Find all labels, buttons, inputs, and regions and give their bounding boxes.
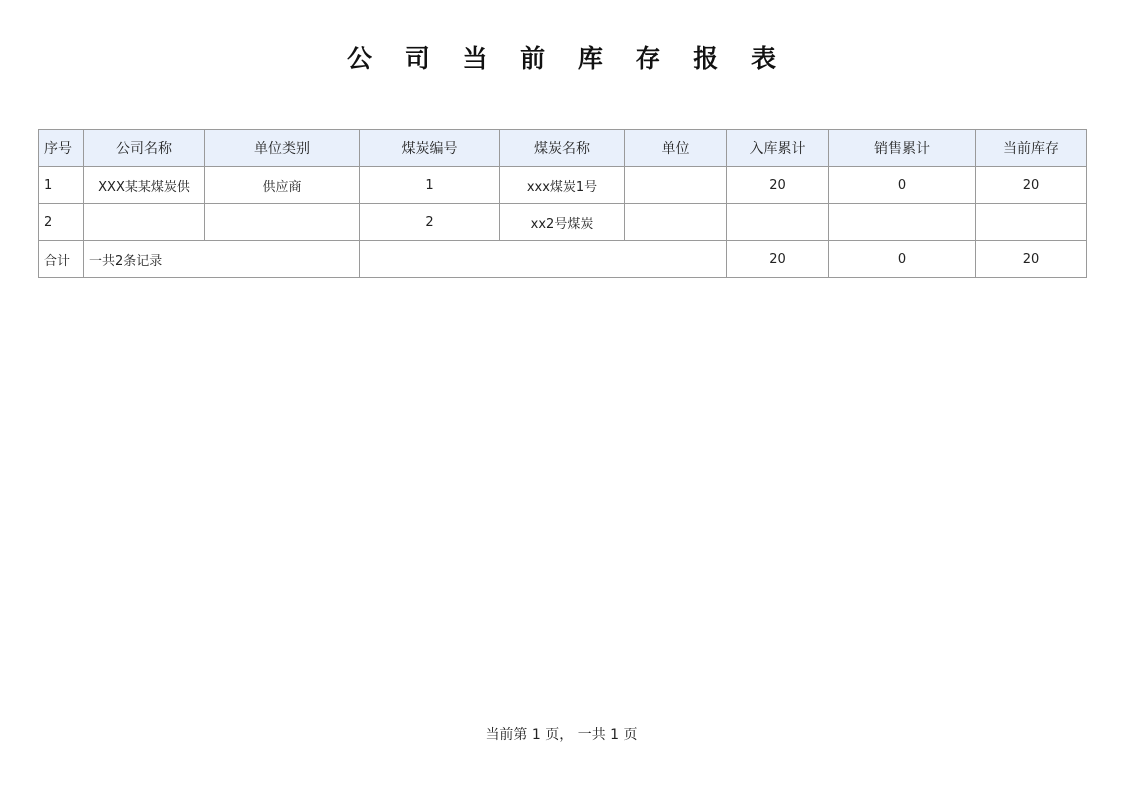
cell-current-stock — [976, 204, 1087, 241]
page-indicator-prefix: 当前第 — [485, 727, 532, 743]
current-page-number: 1 — [531, 727, 541, 743]
cell-sales-total — [829, 204, 976, 241]
cell-in-total: 20 — [727, 167, 829, 204]
cell-index: 1 — [39, 167, 84, 204]
cell-unit — [625, 204, 727, 241]
header-in-total: 入库累计 — [727, 130, 829, 167]
table-header-row — [39, 130, 1087, 167]
total-record-count: 一共2条记录 — [84, 241, 360, 278]
header-unit-category: 单位类别 — [205, 130, 360, 167]
table-row — [39, 204, 1087, 241]
cell-index: 2 — [39, 204, 84, 241]
total-current-stock: 20 — [976, 241, 1087, 278]
page-indicator-middle: 页， 一共 — [540, 727, 611, 743]
cell-company-name: XXX某某煤炭供 — [84, 167, 205, 204]
header-company-name: 公司名称 — [84, 130, 205, 167]
cell-company-name — [84, 204, 205, 241]
table-total-row — [39, 241, 1087, 278]
report-title: 公 司 当 前 库 存 报 表 — [347, 44, 788, 73]
header-coal-code: 煤炭编号 — [360, 130, 500, 167]
cell-coal-code: 2 — [360, 204, 500, 241]
page-indicator — [0, 724, 1123, 744]
header-unit: 单位 — [625, 130, 727, 167]
header-sales-total: 销售累计 — [829, 130, 976, 167]
cell-unit-category: 供应商 — [205, 167, 360, 204]
total-pages-number: 1 — [610, 727, 620, 743]
cell-unit-category — [205, 204, 360, 241]
cell-in-total — [727, 204, 829, 241]
cell-coal-name: xx2号煤炭 — [500, 204, 625, 241]
header-current-stock: 当前库存 — [976, 130, 1087, 167]
cell-sales-total: 0 — [829, 167, 976, 204]
total-empty-cell — [360, 241, 727, 278]
page-indicator-suffix: 页 — [619, 727, 638, 743]
table-row — [39, 167, 1087, 204]
cell-coal-name: xxx煤炭1号 — [500, 167, 625, 204]
cell-current-stock: 20 — [976, 167, 1087, 204]
cell-unit — [625, 167, 727, 204]
header-index: 序号 — [39, 130, 84, 167]
total-label: 合计 — [39, 241, 84, 278]
total-sales-total: 0 — [829, 241, 976, 278]
cell-coal-code: 1 — [360, 167, 500, 204]
total-in-total: 20 — [727, 241, 829, 278]
inventory-table — [38, 129, 1087, 278]
header-coal-name: 煤炭名称 — [500, 130, 625, 167]
